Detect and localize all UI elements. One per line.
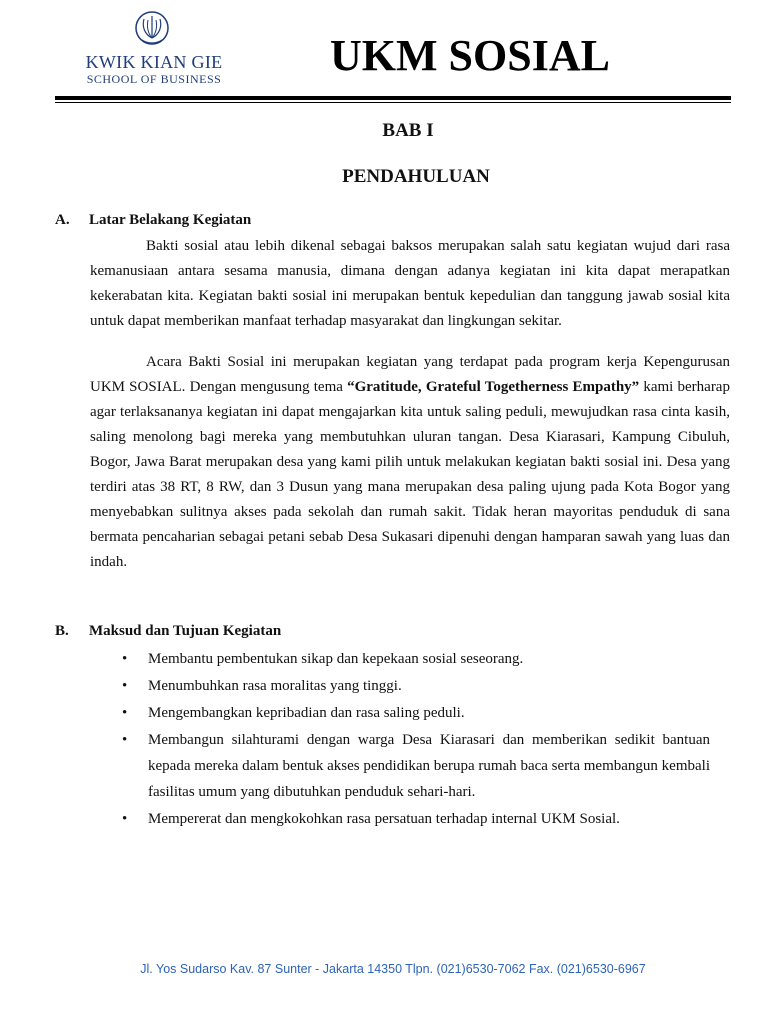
list-item: • Membantu pembentukan sikap dan kepekaan sosial seseorang. [120,646,710,672]
section-a-paragraph-1: Bakti sosial atau lebih dikenal sebagai baksos merupakan salah satu kegiatan wujud dari rasa kemanusiaan antara sesama manusia, dimana dengan adanya kegiatan ini kita dapat merapatkan kekerabatan kita. Kegiatan bakti sosial ini merupakan bentuk kepedulian dan tanggung jawab sosial kita untuk dapat memberikan manfaat terhadap masyarakat dan lingkungan sekitar. [90,238,730,329]
section-b-heading [55,623,281,640]
paragraph-2-intro: Acara Bakti Sosial ini merupakan kegiatan yang terdapat pada program kerja Kepengurusan UKM SOSIAL. Dengan mengusung tema [90,354,730,395]
section-b-letter: B. [55,623,69,639]
letterhead [0,0,768,104]
list-item: • Menumbuhkan rasa moralitas yang tinggi. [120,673,710,699]
bullet-icon: • [122,705,128,721]
lotus-emblem-icon [134,10,170,50]
header-rule-thin [55,102,731,103]
list-item: • Mengembangkan kepribadian dan rasa saling peduli. [120,700,710,726]
objectives-list [120,646,710,833]
list-item: • Mempererat dan mengkokohkan rasa persatuan terhadap internal UKM Sosial. [120,806,710,832]
theme-text: “Gratitude, Grateful Togetherness Empathy” [347,379,640,395]
chapter-title: PENDAHULUAN [342,166,490,187]
paragraph-2-body: kami berharap agar terlaksananya kegiatan ini dapat mengajarkan kita untuk saling peduli, mewujudkan rasa cinta kasih, saling menolong bagi mereka yang membutuhkan uluran tangan. Desa Kiarasari, Kampung Cibuluh, Bogor, Jawa Barat merupakan desa yang kami pilih untuk melakukan kegiatan bakti sosial ini. Desa yang terdiri atas 38 RT, 8 RW, dan 3 Dusun yang mana merupakan desa paling ujung pada Kota Bogor yang menyebabkan sulitnya akses pada sekolah dan rumah sakit. Tidak heran mayoritas penduduk di sana bermata pencaharian sebagai petani sebab Desa Sukasari dipenuhi dengan hamparan sawah yang luas dan indah. [90,379,730,570]
organization-title: UKM SOSIAL [330,31,610,80]
section-a-heading [55,212,251,229]
section-b-title: Maksud dan Tujuan Kegiatan [89,623,282,639]
bullet-icon: • [122,732,128,748]
bullet-icon: • [122,811,128,827]
kwik-kian-gie-logo [74,10,234,86]
bullet-icon: • [122,678,128,694]
section-a-title: Latar Belakang Kegiatan [89,212,252,228]
logo-name: KWIK KIAN GIE [85,52,223,72]
bullet-icon: • [122,651,128,667]
section-a-paragraph-2 [90,350,730,575]
header-rule-thick [55,96,731,100]
section-a-letter: A. [55,212,70,228]
footer-address: Jl. Yos Sudarso Kav. 87 Sunter - Jakarta 14350 Tlpn. (021)6530-7062 Fax. (021)6530-6967 [140,962,646,976]
logo-subtitle: SCHOOL OF BUSINESS [86,72,222,86]
chapter-number: BAB I [382,120,434,141]
list-item: • Membangun silahturami dengan warga Desa Kiarasari dan memberikan sedikit bantuan kepada mereka dalam bentuk akses pendidikan berupa rumah baca serta membangun kembali fasilitas umum yang dibutuhkan penduduk sehari-hari. [120,727,710,805]
